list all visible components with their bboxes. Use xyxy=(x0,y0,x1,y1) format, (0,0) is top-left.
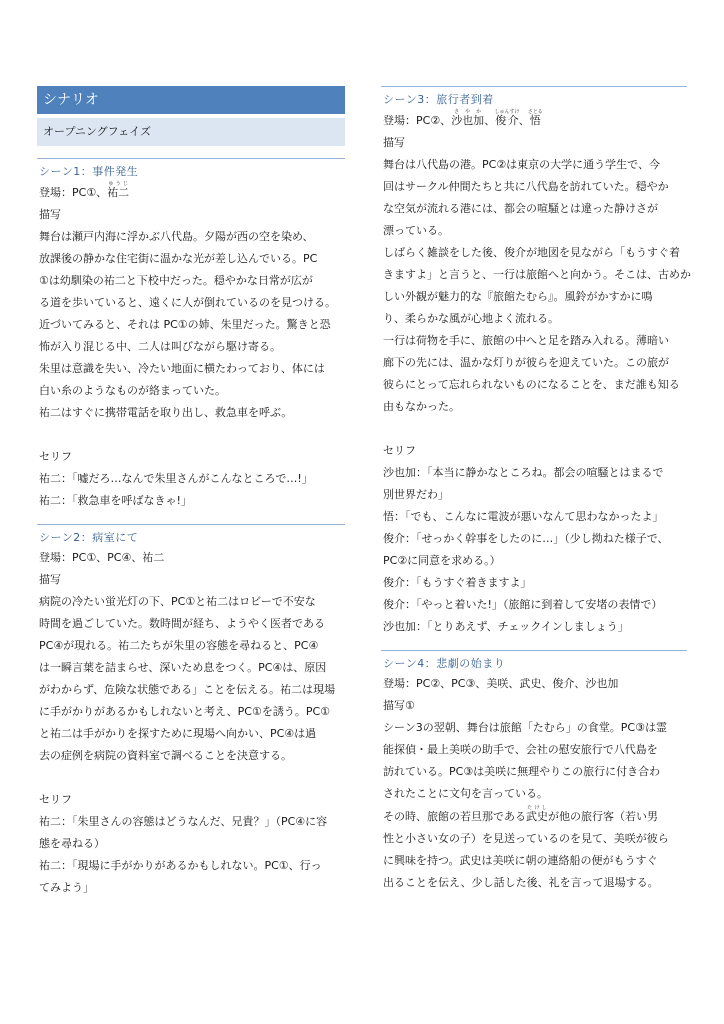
name-sayaka: 沙也加さやか xyxy=(451,109,485,127)
text-line: 病院の冷たい蛍光灯の下、PC①と祐二はロビーで不安な xyxy=(39,595,316,608)
text-line: と祐二は手がかりを探すために現場へ向かい、PC④は過 xyxy=(39,727,317,740)
text-line: ①は幼馴染の祐二と下校中だった。穏やかな日常が広が xyxy=(39,274,313,287)
text-line: に手がかりがあるかもしれないと考え、PC①を誘う。PC① xyxy=(39,705,331,718)
scene2-serif-label: セリフ xyxy=(39,793,72,806)
text-line: 朱里は意識を失い、冷たい地面に横たわっており、体には xyxy=(39,362,325,375)
text-line: 時間を過ごしていた。数時間が経ち、ようやく医者である xyxy=(39,617,325,630)
text-line: は一瞬言葉を詰まらせ、深いため息をつく。PC④は、原因 xyxy=(39,661,327,674)
section-title: シナリオ xyxy=(37,86,345,114)
text-line: がわからず、危険な状態である」ことを伝える。祐二は現場 xyxy=(39,683,336,696)
name-satoru: 悟さとる xyxy=(527,109,543,127)
dialogue-line: 悟：「でも、こんなに電波が悪いなんて思わなかったよ」 xyxy=(383,510,664,523)
text-line: 白い糸のようなものが絡まっていた。 xyxy=(39,384,226,397)
text-line: 漂っている。 xyxy=(383,224,449,237)
scene2-desc-label: 描写 xyxy=(39,573,61,586)
scene1-heading: シーン1：事件発生 xyxy=(37,158,345,181)
text-line: 能探偵・最上美咲の助手で、会社の慰安旅行で八代島を xyxy=(383,743,658,756)
name-yuji: 祐二ゆうじ xyxy=(107,181,130,199)
scene3-heading: シーン3：旅行者到着 xyxy=(381,86,687,109)
dialogue-line: 俊介：「やっと着いた!」（旅館に到着して安堵の表情で） xyxy=(383,598,663,611)
text-line: 廊下の先には、温かな灯りが彼らを迎えていた。この旅が xyxy=(383,356,669,369)
text-line: されたことに文句を言っている。 xyxy=(383,787,548,800)
appearance-prefix: 登場：PC②、 xyxy=(383,114,452,127)
right-column xyxy=(381,86,691,894)
dialogue-line: 沙也加：「とりあえず、チェックインしましょう」 xyxy=(383,620,629,633)
dialogue-line: PC②に同意を求める。） xyxy=(383,554,501,567)
appearance-prefix: 登場：PC①、 xyxy=(39,186,108,199)
text-line: 放課後の静かな住宅街に温かな光が差し込んでいる。PC xyxy=(39,252,318,265)
name-shunsuke: 俊介しゅんすけ xyxy=(494,109,520,127)
text-line: シーン3の翌朝、舞台は旅館「たむら」の食堂。PC③は霊 xyxy=(383,721,667,734)
text-line: 一行は荷物を手に、旅館の中へと足を踏み入れる。薄暗い xyxy=(383,334,669,347)
text-line: きますよ」と言うと、一行は旅館へと向かう。そこは、古めか xyxy=(383,268,691,281)
text-line: しばらく雑談をした後、俊介が地図を見ながら「もうすぐ着 xyxy=(383,246,680,259)
scene2-heading: シーン2：病室にて xyxy=(37,524,345,547)
dialogue-line: 祐二：「嘘だろ…なんで朱里さんがこんなところで…!」 xyxy=(39,472,313,485)
dialogue-line: 別世界だわ」 xyxy=(383,488,449,501)
text-line: な空気が流れる港には、都会の喧騒とは違った静けさが xyxy=(383,202,658,215)
dialogue-line: 祐二：「朱里さんの容態はどうなんだ、兄貴？」（PC④に容 xyxy=(39,815,328,828)
scene1-appearance xyxy=(37,181,345,204)
dialogue-line: てみよう」 xyxy=(39,881,94,894)
scene1-serif-label: セリフ xyxy=(39,450,72,463)
scene2-appearance: 登場：PC①、PC④、祐二 xyxy=(39,551,165,564)
text-line: に興味を持つ。武史は美咲に朝の連絡船の便がもうすぐ xyxy=(383,854,658,867)
text-line: 性と小さい女の子）を見送っているのを見て、美咲が彼ら xyxy=(383,832,669,845)
text-line: る道を歩いていると、遠くに人が倒れているのを見つける。 xyxy=(39,296,336,309)
text-line: り、柔らかな風が心地よく流れる。 xyxy=(383,312,559,325)
text-line: その時、旅館の若旦那である武史たけしが他の旅行客（若い男 xyxy=(383,805,658,823)
scene4-appearance: 登場：PC②、PC③、美咲、武史、俊介、沙也加 xyxy=(383,677,619,690)
dialogue-line: 俊介：「せっかく幹事をしたのに…」（少し拗ねた様子で、 xyxy=(383,532,669,545)
phase-title: オープニングフェイズ xyxy=(37,118,345,146)
text-line: 舞台は瀬戸内海に浮かぶ八代島。夕陽が西の空を染め、 xyxy=(39,230,314,243)
scene2-description xyxy=(37,591,345,767)
text-line: 出ることを伝え、少し話した後、礼を言って退場する。 xyxy=(383,876,659,889)
name-takeshi: 武史たけし xyxy=(526,805,548,823)
text-line: しい外観が魅力的な『旅館たむら』。風鈴がかすかに鳴 xyxy=(383,290,653,303)
text-line: 怖が入り混じる中、二人は叫びながら駆け寄る。 xyxy=(39,340,281,353)
scene3-desc-label: 描写 xyxy=(383,136,405,149)
dialogue-line: 祐二：「救急車を呼ばなきゃ!」 xyxy=(39,494,192,507)
left-column xyxy=(37,86,345,899)
text-line: 去の症例を病院の資料室で調べることを決意する。 xyxy=(39,749,292,762)
scene3-appearance: 登場：PC②、沙也加さやか、俊介しゅんすけ、悟さとる xyxy=(383,109,543,127)
scene4-heading: シーン4：悲劇の始まり xyxy=(381,650,687,673)
scene4-description xyxy=(381,717,687,894)
scene3-serif-label: セリフ xyxy=(383,444,416,457)
dialogue-line: 態を尋ねる） xyxy=(39,837,105,850)
text-line: 回はサークル仲間たちと共に八代島を訪れていた。穏やか xyxy=(383,180,669,193)
text-line: 由もなかった。 xyxy=(383,400,460,413)
text-line: 彼らにとって忘れられないものになることを、まだ誰も知る xyxy=(383,378,680,391)
scene4-desc-label: 描写① xyxy=(383,699,415,712)
scene1-description xyxy=(37,226,345,424)
dialogue-line: 祐二：「現場に手がかりがあるかもしれない。PC①、行っ xyxy=(39,859,322,872)
text-line: 訪れている。PC③は美咲に無理やりこの旅行に付き合わ xyxy=(383,765,661,778)
scene3-description xyxy=(381,154,691,418)
text-line: 近づいてみると、それは PC①の姉、朱里だった。驚きと恐 xyxy=(39,318,331,331)
text-line: 祐二はすぐに携帯電話を取り出し、救急車を呼ぶ。 xyxy=(39,406,293,419)
dialogue-line: 沙也加：「本当に静かなところね。都会の喧騒とはまるで xyxy=(383,466,664,479)
scene1-desc-label: 描写 xyxy=(39,208,61,221)
text-line: PC④が現れる。祐二たちが朱里の容態を尋ねると、PC④ xyxy=(39,639,319,652)
dialogue-line: 俊介：「もうすぐ着きますよ」 xyxy=(383,576,532,589)
text-line: 舞台は八代島の港。PC②は東京の大学に通う学生で、今 xyxy=(383,158,660,171)
